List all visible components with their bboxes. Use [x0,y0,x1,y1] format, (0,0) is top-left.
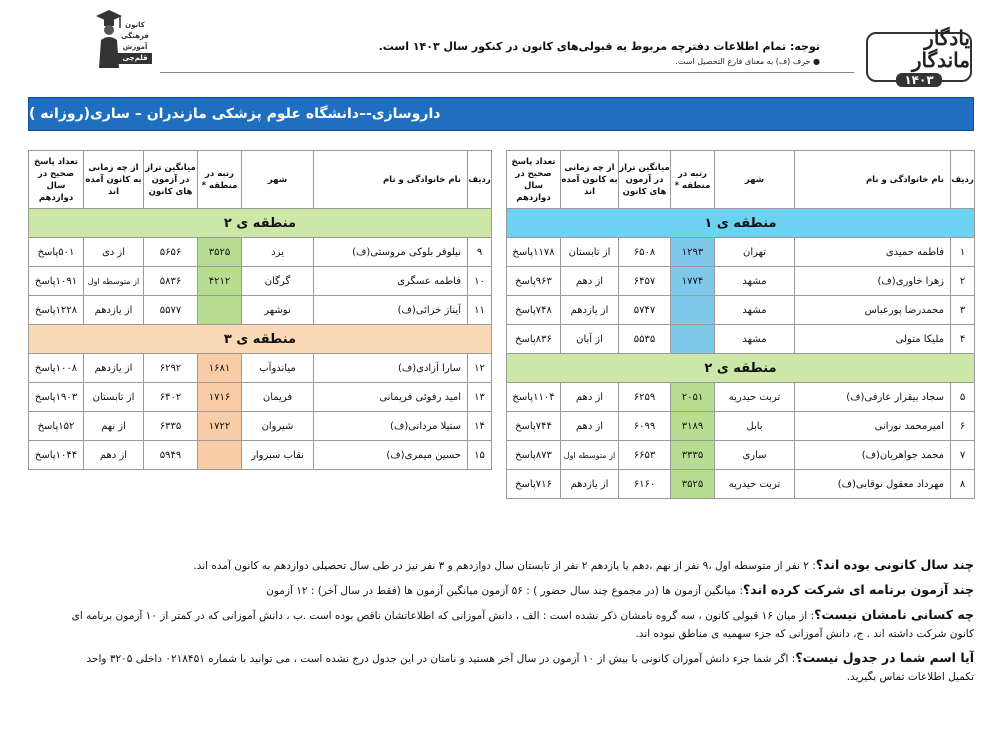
cell-name: مهرداد معقول نوقابی(ف) [795,470,951,499]
cell-rank: ۱۲۹۳ [671,238,715,267]
cell-rank: ۱۷۷۴ [671,267,715,296]
cell-idx: ۵ [951,383,975,412]
results-table-right [506,150,975,499]
region-label: منطقه ی ۳ [29,325,492,354]
logo-year: ۱۴۰۳ [896,73,941,87]
cell-rank: ۳۵۲۵ [671,470,715,499]
cell-city: فریمان [242,383,314,412]
col-header-since: از چه زمانی به کانون آمده اند [561,151,619,209]
cell-idx: ۱۵ [468,441,492,470]
cell-rank: ۳۵۲۵ [198,238,242,267]
cell-idx: ۶ [951,412,975,441]
col-header-rank: رتبه در منطقه * [198,151,242,209]
cell-avg: ۶۶۵۳ [619,441,671,470]
cell-since: از یازدهم [84,296,144,325]
table-row [507,325,975,354]
col-header-city: شهر [242,151,314,209]
cell-name: زهرا خاوری(ف) [795,267,951,296]
cell-since: از متوسطه اول [561,441,619,470]
cell-rank: ۱۷۱۶ [198,383,242,412]
cell-city: ساری [715,441,795,470]
cell-idx: ۱۲ [468,354,492,383]
notice-line-1: توجه: تمام اطلاعات دفترچه مربوط به قبولی‌های کانون در کنکور سال ۱۴۰۳ است. [378,40,820,53]
cell-name: محمد جواهریان(ف) [795,441,951,470]
cell-rank [198,441,242,470]
cell-name: ستیلا مردانی(ف) [314,412,468,441]
cell-answers: ۱۰۰۸پاسخ [29,354,84,383]
cell-answers: ۹۶۳پاسخ [507,267,561,296]
table-row [507,412,975,441]
region-row [29,209,492,238]
cell-idx: ۱۱ [468,296,492,325]
cell-answers: ۷۱۶پاسخ [507,470,561,499]
logo-title: یادگار ماندگار [911,26,970,72]
cell-city: شیروان [242,412,314,441]
cell-city: مشهد [715,267,795,296]
footer-note-contact: آیا اسم شما در جدول نیست؟: اگر شما جزء دانش آموزان کانونی با بیش از ۱۰ آزمون در سال آخر هستید و نامتان در این جدول درج نشده است ، می توانید با شماره ۰۲۱۸۴۵۱ داخلی ۳۲۰۵ واحد [86,650,974,665]
cell-since: از آبان [561,325,619,354]
cell-since: از یازدهم [561,296,619,325]
col-header-since: از چه زمانی به کانون آمده اند [84,151,144,209]
cell-answers: ۱۵۲پاسخ [29,412,84,441]
footer-note-years: چند سال کانونی بوده اند؟: ۲ نفر از متوسطه اول ،۹ نفر از نهم ،دهم یا یازدهم ۲ نفر از تابستان سال دوازدهم و ۳ نفر نیز در طی سال تحصیلی دوازدهم به کانون آمده اند. [193,557,974,572]
cell-since: از دهم [561,383,619,412]
cell-avg: ۵۷۴۷ [619,296,671,325]
notice-line-2: ● حرف (ف) به معنای فارغ التحصیل است. [675,57,820,66]
cell-rank: ۳۱۸۹ [671,412,715,441]
results-table-left [28,150,492,470]
col-header-rank: رتبه در منطقه * [671,151,715,209]
cell-city: تربت حیدریه [715,470,795,499]
cell-answers: ۱۰۴۴پاسخ [29,441,84,470]
cell-avg: ۶۱۶۰ [619,470,671,499]
col-header-idx: ردیف [951,151,975,209]
cell-rank: ۲۰۵۱ [671,383,715,412]
col-header-answers: تعداد پاسخ صحیح در سال دوازدهم [29,151,84,209]
cell-rank [198,296,242,325]
cell-rank: ۱۶۸۱ [198,354,242,383]
cell-answers: ۸۷۳پاسخ [507,441,561,470]
cell-city: نقاب سبزوار [242,441,314,470]
cell-idx: ۲ [951,267,975,296]
header-notice [260,40,820,66]
col-header-idx: ردیف [468,151,492,209]
page-title-bar [28,97,974,131]
cell-avg: ۵۸۳۶ [144,267,198,296]
col-header-name: نام خانوادگی و نام [795,151,951,209]
kanoon-logo [88,6,150,76]
cell-rank: ۱۷۲۲ [198,412,242,441]
table-row [507,296,975,325]
region-row [507,209,975,238]
cell-avg: ۶۴۰۲ [144,383,198,412]
cell-answers: ۱۱۰۴پاسخ [507,383,561,412]
col-header-avg: میانگین تراز در آزمون های کانون [144,151,198,209]
cell-city: نوشهر [242,296,314,325]
cell-answers: ۵۰۱پاسخ [29,238,84,267]
cell-name: حسین میمری(ف) [314,441,468,470]
col-header-avg: میانگین تراز در آزمون های کانون [619,151,671,209]
cell-idx: ۷ [951,441,975,470]
cell-answers: ۸۳۶پاسخ [507,325,561,354]
cell-rank: ۳۳۳۵ [671,441,715,470]
page-header [0,0,1000,92]
footer-note-exams: چند آزمون برنامه ای شرکت کرده اند؟: میانگین آزمون ها (در مجموع چند سال حضور ) : ۵۶ آزمون میانگین آزمون ها (فقط در سال آخر) : ۱۲ آزمون [266,582,974,597]
cell-city: بابل [715,412,795,441]
cell-idx: ۴ [951,325,975,354]
cell-idx: ۱ [951,238,975,267]
footer-note-missing: چه کسانی نامشان نیست؟: از میان ۱۶ قبولی کانون ، سه گروه نامشان ذکر نشده است : الف ، دانش آموزانی که اطلاعاتشان ناقص بوده است .ب ، دانش آموزانی که در کمتر از ۱۰ آزمون برنامه ای [71,607,974,622]
table-row [507,470,975,499]
cell-avg: ۶۲۵۹ [619,383,671,412]
cell-idx: ۱۰ [468,267,492,296]
cell-answers: ۷۴۴پاسخ [507,412,561,441]
cell-idx: ۱۳ [468,383,492,412]
table-row [29,267,492,296]
region-label: منطقه ی ۱ [507,209,975,238]
cell-since: از متوسطه اول [84,267,144,296]
cell-since: از یازدهم [84,354,144,383]
cell-name: محمدرضا پورعباس [795,296,951,325]
cell-answers: ۱۱۷۸پاسخ [507,238,561,267]
cell-since: از دهم [84,441,144,470]
cell-city: یزد [242,238,314,267]
cell-city: میاندوآب [242,354,314,383]
table-header-row [507,151,975,209]
table-row [507,383,975,412]
cell-rank [671,325,715,354]
cell-idx: ۳ [951,296,975,325]
cell-answers: ۱۹۰۳پاسخ [29,383,84,412]
cell-name: فاطمه حمیدی [795,238,951,267]
cell-avg: ۵۵۷۷ [144,296,198,325]
cell-avg: ۵۹۴۹ [144,441,198,470]
cell-since: از تابستان [561,238,619,267]
table-row [29,412,492,441]
cell-idx: ۹ [468,238,492,267]
col-header-name: نام خانوادگی و نام [314,151,468,209]
table-row [507,441,975,470]
page-title: داروسازی-–دانشگاه علوم پزشکی مازندران – ساری(روزانه ) [29,106,441,122]
table-row [29,238,492,267]
header-divider [160,72,854,73]
cell-since: از تابستان [84,383,144,412]
table-row [507,267,975,296]
cell-name: ملیکا متولی [795,325,951,354]
footer-note-contact-cont: تکمیل اطلاعات تماس بگیرید. [846,671,974,683]
cell-since: از یازدهم [561,470,619,499]
cell-city: گرگان [242,267,314,296]
cell-avg: ۵۶۵۶ [144,238,198,267]
cell-avg: ۵۵۳۵ [619,325,671,354]
region-label: منطقه ی ۲ [29,209,492,238]
table-row [507,238,975,267]
table-row [29,354,492,383]
cell-avg: ۶۳۳۵ [144,412,198,441]
cell-avg: ۶۲۹۲ [144,354,198,383]
cell-name: فاطمه عسگری [314,267,468,296]
region-row [507,354,975,383]
cell-city: مشهد [715,325,795,354]
cell-name: امید رفوئی فریمانی [314,383,468,412]
col-header-city: شهر [715,151,795,209]
kanoon-logo-text: کانون فرهنگی آموزش قلم‌چی [118,20,152,64]
footer-notes [24,556,974,692]
cell-idx: ۸ [951,470,975,499]
table-row [29,296,492,325]
cell-rank [671,296,715,325]
region-label: منطقه ی ۲ [507,354,975,383]
cell-idx: ۱۴ [468,412,492,441]
cell-city: مشهد [715,296,795,325]
region-row [29,325,492,354]
cell-answers: ۷۴۸پاسخ [507,296,561,325]
cell-rank: ۴۲۱۲ [198,267,242,296]
cell-city: تربت حیدریه [715,383,795,412]
cell-since: از نهم [84,412,144,441]
table-row [29,441,492,470]
cell-name: امیرمحمد نورانی [795,412,951,441]
footer-note-missing-cont: کانون شرکت داشته اند . ج، دانش آموزانی که جزء سهمیه ی مناطق نبوده اند. [635,628,974,640]
cell-answers: ۱۰۹۱پاسخ [29,267,84,296]
cell-avg: ۶۵۰۸ [619,238,671,267]
yadegar-mandegar-logo [866,26,972,87]
table-row [29,383,492,412]
cell-answers: ۱۲۲۸پاسخ [29,296,84,325]
cell-city: تهران [715,238,795,267]
cell-since: از دهم [561,412,619,441]
cell-since: از دهم [561,267,619,296]
cell-since: از دی [84,238,144,267]
cell-name: نیلوفر بلوکی مروستی(ف) [314,238,468,267]
col-header-answers: تعداد پاسخ صحیح در سال دوازدهم [507,151,561,209]
cell-name: سارا آزادی(ف) [314,354,468,383]
cell-name: آیناز خزائی(ف) [314,296,468,325]
cell-avg: ۶۰۹۹ [619,412,671,441]
cell-avg: ۶۴۵۷ [619,267,671,296]
table-header-row [29,151,492,209]
cell-name: سجاد بیقرار عارفی(ف) [795,383,951,412]
